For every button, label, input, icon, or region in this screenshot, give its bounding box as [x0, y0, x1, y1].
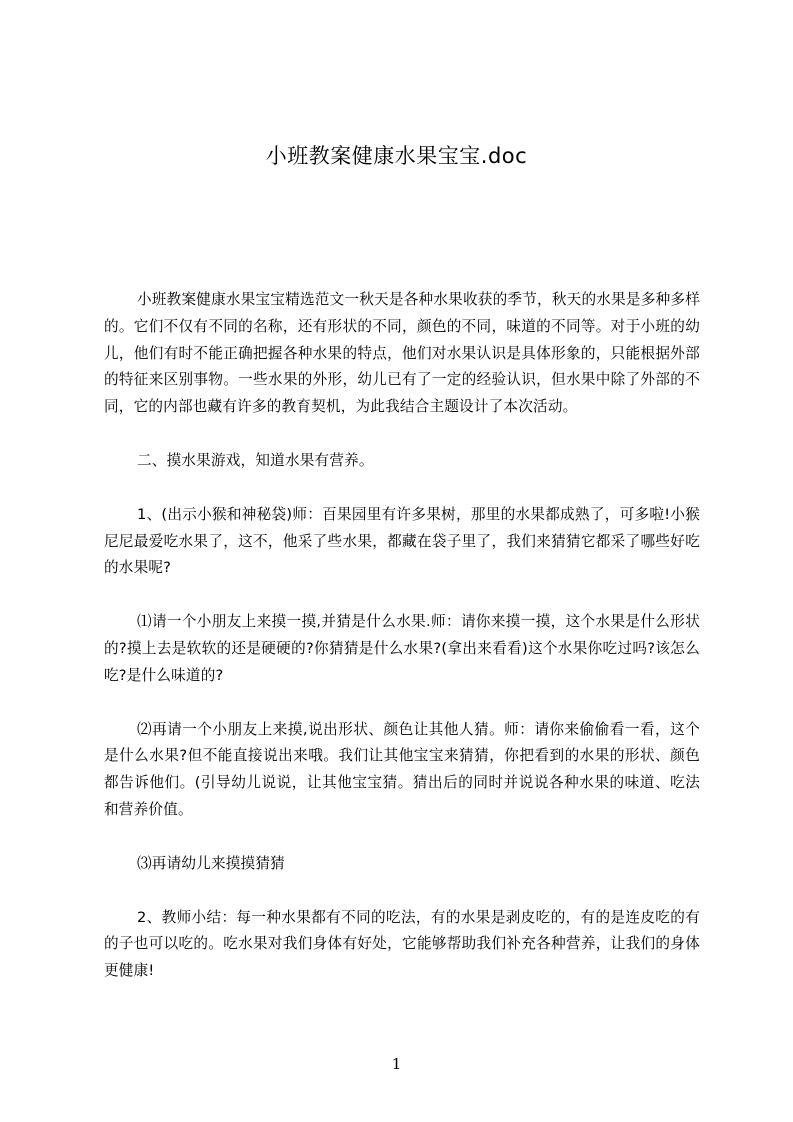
paragraph-intro: 小班教案健康水果宝宝精选范文一秋天是各种水果收获的季节，秋天的水果是多种多样的。它们不仅有不同的名称，还有形状的不同，颜色的不同，味道的不同等。对于小班的幼儿，他们有时不能正确把握各种水果的特点，他们对水果认识是具体形象的，只能根据外部的特征来区别事物。一些水果的外形，幼儿已有了一定的经验认识，但水果中除了外部的不同，它的内部也藏有许多的教育契机，为此我结合主题设计了本次活动。: [104, 291, 700, 416]
paragraph-section-heading: 二、摸水果游戏，知道水果有营养。: [137, 451, 374, 469]
document-body: [104, 287, 700, 985]
document-title: 小班教案健康水果宝宝.doc: [265, 144, 528, 168]
paragraph-summary: 2、教师小结：每一种水果都有不同的吃法，有的水果是剥皮吃的，有的是连皮吃的有的子也可以吃的。吃水果对我们身体有好处，它能够帮助我们补充各种营养，让我们的身体更健康!: [104, 908, 700, 980]
paragraph-substep-3: ⑶再请幼儿来摸摸猜猜: [137, 854, 285, 872]
page-number: 1: [391, 1055, 402, 1073]
paragraph-gap: [104, 475, 700, 502]
paragraph-substep-2: ⑵再请一个小朋友上来摸,说出形状、颜色让其他人猜。师：请你来偷偷看一看，这个是什么水果?但不能直接说出来哦。我们让其他宝宝来猜猜，你把看到的水果的形状、颜色都告诉他们。(引导幼儿说说，让其他宝宝猜。猜出后的同时并说说各种水果的味道、吃法和营养价值。: [104, 720, 700, 818]
paragraph-step-1: 1、(出示小猴和神秘袋)师：百果园里有许多果树，那里的水果都成熟了，可多啦!小猴尼尼最爱吃水果了，这不，他采了些水果，都藏在袋子里了，我们来猜猜它都采了哪些好吃的水果呢?: [104, 505, 700, 577]
paragraph-gap: [104, 421, 700, 448]
paragraph-gap: [104, 878, 700, 905]
paragraph-gap: [104, 582, 700, 609]
paragraph-gap: [104, 690, 700, 717]
paragraph-gap: [104, 824, 700, 851]
paragraph-substep-1: ⑴请一个小朋友上来摸一摸,并猜是什么水果.师：请你来摸一摸，这个水果是什么形状的?摸上去是软软的还是硬硬的?你猜猜是什么水果?(拿出来看看)这个水果你吃过吗?该怎么吃?是什么味道的?: [104, 613, 700, 684]
